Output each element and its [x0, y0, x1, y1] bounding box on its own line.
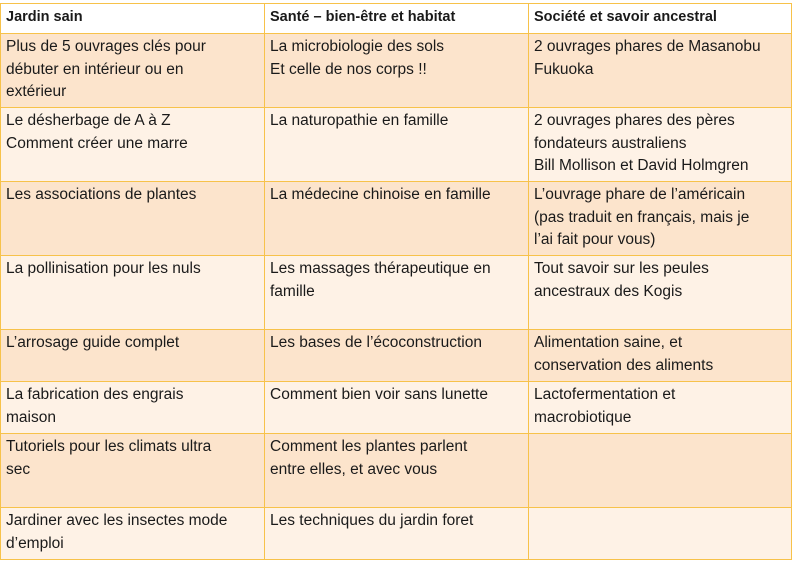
- table-row: [1, 382, 792, 434]
- table-cell: 2 ouvrages phares de Masanobu Fukuoka: [529, 34, 792, 108]
- table-row: [1, 330, 792, 382]
- table-row: [1, 108, 792, 182]
- table-row: [1, 34, 792, 108]
- table-cell: Le désherbage de A à Z Comment créer une marre: [1, 108, 265, 182]
- table-cell: [529, 434, 792, 508]
- table-row: [1, 508, 792, 560]
- header-jardin-sain: Jardin sain: [1, 4, 265, 34]
- header-sante: Santé – bien-être et habitat: [265, 4, 529, 34]
- table-cell: L’arrosage guide complet: [1, 330, 265, 382]
- table-cell: La naturopathie en famille: [265, 108, 529, 182]
- table-cell: Les bases de l’écoconstruction: [265, 330, 529, 382]
- table-cell: L’ouvrage phare de l’américain (pas traduit en français, mais je l’ai fait pour vous): [529, 182, 792, 256]
- table-cell: Comment bien voir sans lunette: [265, 382, 529, 434]
- header-societe: Société et savoir ancestral: [529, 4, 792, 34]
- table-cell: Les massages thérapeutique en famille: [265, 256, 529, 330]
- table-row: [1, 182, 792, 256]
- table-cell: Les associations de plantes: [1, 182, 265, 256]
- table-cell: 2 ouvrages phares des pères fondateurs australiens Bill Mollison et David Holmgren: [529, 108, 792, 182]
- table-cell: La pollinisation pour les nuls: [1, 256, 265, 330]
- table-cell: Alimentation saine, et conservation des aliments: [529, 330, 792, 382]
- book-table: [0, 3, 792, 560]
- table-cell: Lactofermentation et macrobiotique: [529, 382, 792, 434]
- table-cell: La médecine chinoise en famille: [265, 182, 529, 256]
- table-cell: Les techniques du jardin foret: [265, 508, 529, 560]
- table-cell: Plus de 5 ouvrages clés pour débuter en intérieur ou en extérieur: [1, 34, 265, 108]
- table-cell: [529, 508, 792, 560]
- table-row: [1, 256, 792, 330]
- table-cell: La microbiologie des sols Et celle de nos corps !!: [265, 34, 529, 108]
- header-row: [1, 4, 792, 34]
- table-cell: Tout savoir sur les peules ancestraux des Kogis: [529, 256, 792, 330]
- table-cell: Comment les plantes parlent entre elles, et avec vous: [265, 434, 529, 508]
- table-row: [1, 434, 792, 508]
- table-cell: La fabrication des engrais maison: [1, 382, 265, 434]
- table-cell: Tutoriels pour les climats ultra sec: [1, 434, 265, 508]
- table-cell: Jardiner avec les insectes mode d’emploi: [1, 508, 265, 560]
